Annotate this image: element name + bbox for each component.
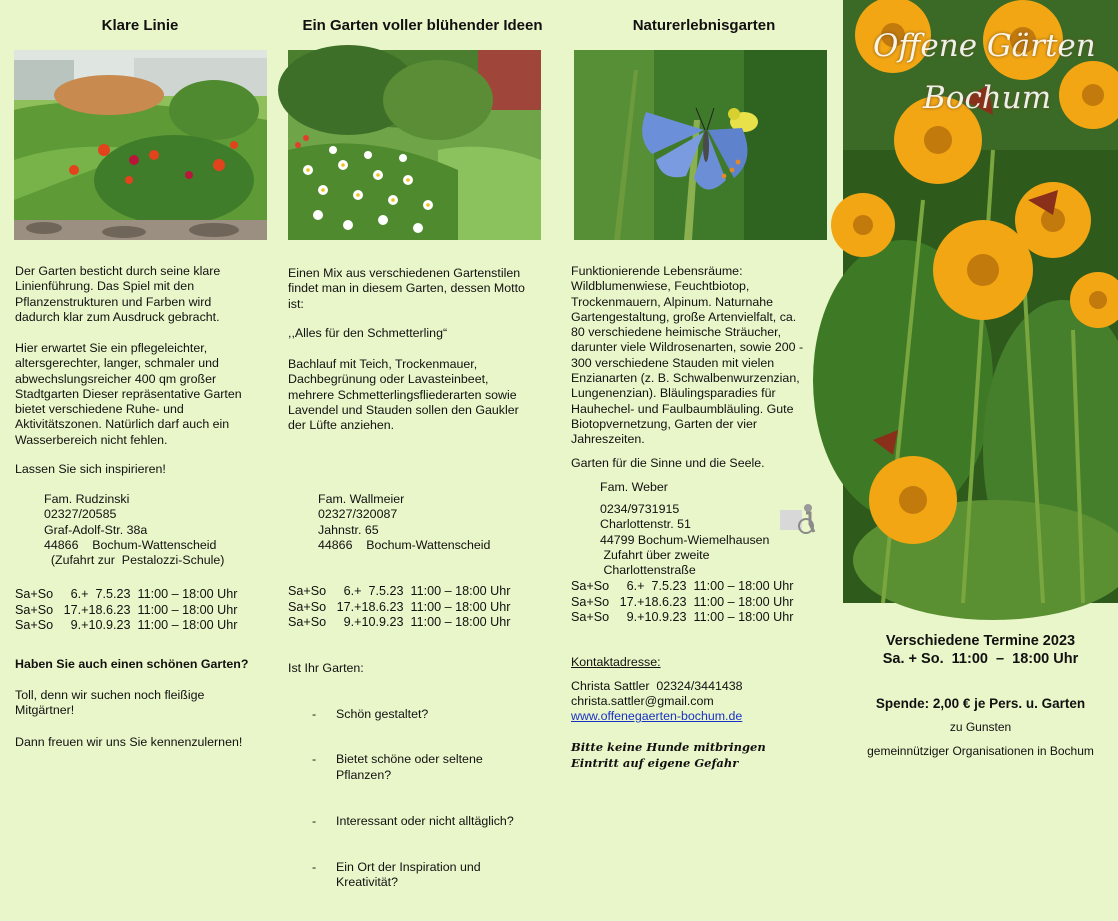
closing-text: Dann freuen wir uns Sie kennenzulernen!: [15, 735, 243, 749]
donation-text: Spende: 2,00 € je Pers. u. Garten: [875, 696, 1086, 711]
garden-photo-klare-linie: [14, 50, 267, 240]
schedule-row: Sa+So 9.+10.9.23 11:00 – 18:00 Uhr: [571, 610, 794, 624]
schedule: [15, 587, 237, 634]
column-cover: [843, 0, 1118, 779]
garden-description: Bachlauf mit Teich, Trockenmauer, Dachbegrünung oder Lavasteinbeet, mehrere Schmetterlingsfliederarten sowie Lavendel und Stauden sollen den Gaukler der Lüfte anziehen.: [288, 357, 519, 433]
list-item: - Interessant oder nicht alltäglich?: [288, 814, 514, 829]
column-bluehende-ideen: [280, 0, 565, 889]
garden-intro: Einen Mix aus verschiedenen Gartenstilen findet man in diesem Garten, dessen Motto ist:: [288, 266, 525, 311]
search-text: Toll, denn wir suchen noch fleißige Mitgärtner!: [15, 688, 205, 718]
garden-motto: ,,Alles für den Schmetterling“: [288, 326, 448, 340]
garden-intro: Der Garten besticht durch seine klare Linienführung. Das Spiel mit den Pflanzenstrukturen und Farben wird dadurch klar zum Ausdruck gebracht.: [15, 264, 221, 324]
question-list: [288, 676, 514, 921]
note-no-dogs: Bitte keine Hunde mitbringen: [571, 740, 766, 754]
contact-heading: Kontaktadresse:: [571, 655, 661, 669]
question-heading: Ist Ihr Garten:: [288, 661, 364, 675]
garden-title: Klare Linie: [101, 17, 179, 34]
cover-photo: [843, 0, 1118, 603]
contact-block: 0234/9731915 Charlottenstr. 51 44799 Bochum-Wiemelhausen Zufahrt über zweite Charlottenstraße: [600, 502, 770, 578]
question-heading: Haben Sie auch einen schönen Garten?: [15, 657, 249, 671]
schedule-row: Sa+So 6.+ 7.5.23 11:00 – 18:00 Uhr: [288, 584, 511, 598]
schedule-row: Sa+So 9.+10.9.23 11:00 – 18:00 Uhr: [15, 618, 238, 632]
schedule-row: Sa+So 6.+ 7.5.23 11:00 – 18:00 Uhr: [15, 587, 238, 601]
garden-description: Funktionierende Lebensräume: Wildblumenwiese, Feuchtbiotop, Trockenmauern, Alpinum. Naturnahe Gartengestaltung, große Artenvielfalt, ca. 80 verschiedene heimische Sträucher, darunter viele Wildrosenarten, sowie 200 - 300 verschiedene Stauden mit vielen Enzianarten (z. B. Schwalbenwurzenzian, Lungenenzian). Bläulingsparadies für Hauhechel- und Faulbaumbläuling. Gute Biotopvernetzung, Garten der vier Jahreszeiten.: [571, 264, 804, 447]
schedule: [288, 584, 510, 631]
inspire-text: Lassen Sie sich inspirieren!: [15, 462, 166, 476]
logo-line-1: Offene Gärten: [873, 28, 1096, 64]
schedule-row: Sa+So 17.+18.6.23 11:00 – 18:00 Uhr: [571, 594, 794, 609]
column-naturerlebnisgarten: [565, 0, 843, 779]
logo-line-2: Bochum: [923, 80, 1052, 116]
schedule-row: Sa+So 17.+18.6.23 11:00 – 18:00 Uhr: [15, 602, 238, 617]
column-klare-linie: [0, 0, 280, 779]
schedule: [571, 579, 793, 626]
in-favor-text: zu Gunsten: [949, 720, 1012, 734]
website-link[interactable]: www.offenegaerten-bochum.de: [571, 709, 743, 723]
schedule-row: Sa+So 6.+ 7.5.23 11:00 – 18:00 Uhr: [571, 579, 794, 593]
garden-photo-bluehende-ideen: [288, 50, 541, 240]
butterfly-photo: [574, 50, 827, 240]
opening-hours: Sa. + So. 11:00 – 18:00 Uhr: [882, 651, 1079, 667]
garden-title: Naturerlebnisgarten: [632, 17, 776, 34]
contact-name: Fam. Weber: [600, 480, 668, 494]
accessibility-icon: [780, 500, 820, 536]
contact-block: Fam. Rudzinski 02327/20585 Graf-Adolf-Str. 38a 44866 Bochum-Wattenscheid (Zufahrt zur Pestalozzi-Schule): [44, 492, 225, 568]
schedule-row: Sa+So 9.+10.9.23 11:00 – 18:00 Uhr: [288, 615, 511, 629]
sinne-text: Garten für die Sinne und die Seele.: [571, 456, 765, 470]
contact-person: Christa Sattler 02324/3441438: [571, 679, 743, 693]
contact-block: Fam. Wallmeier 02327/320087 Jahnstr. 65 44866 Bochum-Wattenscheid: [318, 492, 491, 552]
garden-description: Hier erwartet Sie ein pflegeleichter, altersgerechter, langer, schmaler und abwechslungsreicher 400 qm großer Stadtgarten Dieser repräsentative Garten bietet verschiedene Ruhe- und Aktivitätszonen. Natürlich darf auch ein Wasserbereich nicht fehlen.: [15, 341, 242, 447]
organizations-text: gemeinnütziger Organisationen in Bochum: [867, 744, 1094, 758]
schedule-row: Sa+So 17.+18.6.23 11:00 – 18:00 Uhr: [288, 599, 511, 614]
garden-title: Ein Garten voller blühender Ideen: [302, 17, 543, 34]
contact-email: christa.sattler@gmail.com: [571, 694, 714, 708]
note-own-risk: Eintritt auf eigene Gefahr: [571, 756, 739, 770]
list-item: - Ein Ort der Inspiration und Kreativität?: [288, 860, 514, 891]
termine-heading: Verschiedene Termine 2023: [885, 633, 1076, 649]
list-item: - Schön gestaltet?: [288, 707, 514, 722]
list-item: - Bietet schöne oder seltene Pflanzen?: [288, 752, 514, 783]
